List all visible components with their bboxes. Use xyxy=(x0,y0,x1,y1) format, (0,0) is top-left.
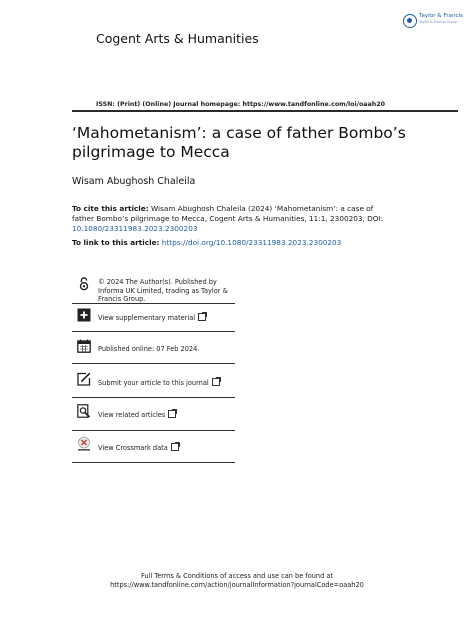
crossmark-icon xyxy=(76,436,92,452)
citation-label: To cite this article: xyxy=(72,204,149,213)
article-title: ‘Mahometanism’: a case of father Bombo’s pilgrimage to Mecca xyxy=(72,124,406,161)
row-divider xyxy=(72,303,235,304)
publisher-logo-name: Taylor & Francis xyxy=(419,13,464,19)
issn-homepage-line[interactable]: ISSN: (Print) (Online) Journal homepage: https://www.tandfonline.com/loi/oaah20 xyxy=(96,101,386,108)
row-divider xyxy=(72,397,235,398)
supplementary-link-text[interactable]: View supplementary material xyxy=(98,314,196,322)
article-doi-url[interactable]: https://doi.org/10.1080/23311983.2023.2300203 xyxy=(161,238,342,247)
external-link-icon xyxy=(168,410,176,418)
related-articles-row[interactable] xyxy=(72,403,235,429)
citation-doi-link[interactable]: 10.1080/23311983.2023.2300203 xyxy=(72,224,198,233)
calendar-icon xyxy=(77,339,91,353)
magnifier-icon xyxy=(77,404,91,418)
crossmark-row[interactable] xyxy=(72,436,235,462)
citation-block xyxy=(72,204,392,234)
submit-row[interactable] xyxy=(72,371,235,397)
publisher-logo-icon xyxy=(403,14,417,28)
row-divider xyxy=(72,331,235,332)
published-date: Published online: 07 Feb 2024. xyxy=(98,345,200,353)
publisher-logo[interactable] xyxy=(403,12,464,30)
supplementary-plus-icon xyxy=(77,308,91,322)
edit-submit-icon xyxy=(77,372,91,386)
footer xyxy=(0,572,474,589)
article-link-block xyxy=(72,238,341,247)
copyright-text: © 2024 The Author(s). Published by Informa UK Limited, trading as Taylor & Francis Group. xyxy=(98,278,228,303)
published-row xyxy=(72,337,235,363)
footer-terms-text: Full Terms & Conditions of access and use can be found at xyxy=(140,572,334,580)
row-divider xyxy=(72,462,235,463)
article-link-label: To link to this article: xyxy=(72,238,160,247)
publisher-logo-tagline: Taylor & Francis Group xyxy=(419,20,458,24)
citation-text: Wisam Abughosh Chaleila (2024) ‘Mahometanism’: a case of father Bombo’s pilgrimage to Mecca, Cogent Arts & Humanities, 11:1, 2300203, DOI: xyxy=(72,204,384,223)
external-link-icon xyxy=(198,313,206,321)
external-link-icon xyxy=(212,378,220,386)
submit-article-link[interactable]: Submit your article to this journal xyxy=(98,379,209,387)
row-divider xyxy=(72,363,235,364)
external-link-icon xyxy=(171,443,179,451)
supplementary-row[interactable] xyxy=(72,307,235,333)
related-articles-link[interactable]: View related articles xyxy=(98,411,166,419)
crossmark-link[interactable]: View Crossmark data xyxy=(98,444,168,452)
header-divider xyxy=(72,110,458,112)
open-access-icon xyxy=(77,277,91,291)
footer-terms-link[interactable]: https://www.tandfonline.com/action/journalInformation?journalCode=oaah20 xyxy=(110,580,364,589)
journal-name: Cogent Arts & Humanities xyxy=(96,31,259,46)
article-author: Wisam Abughosh Chaleila xyxy=(72,176,196,187)
row-divider xyxy=(72,430,235,431)
